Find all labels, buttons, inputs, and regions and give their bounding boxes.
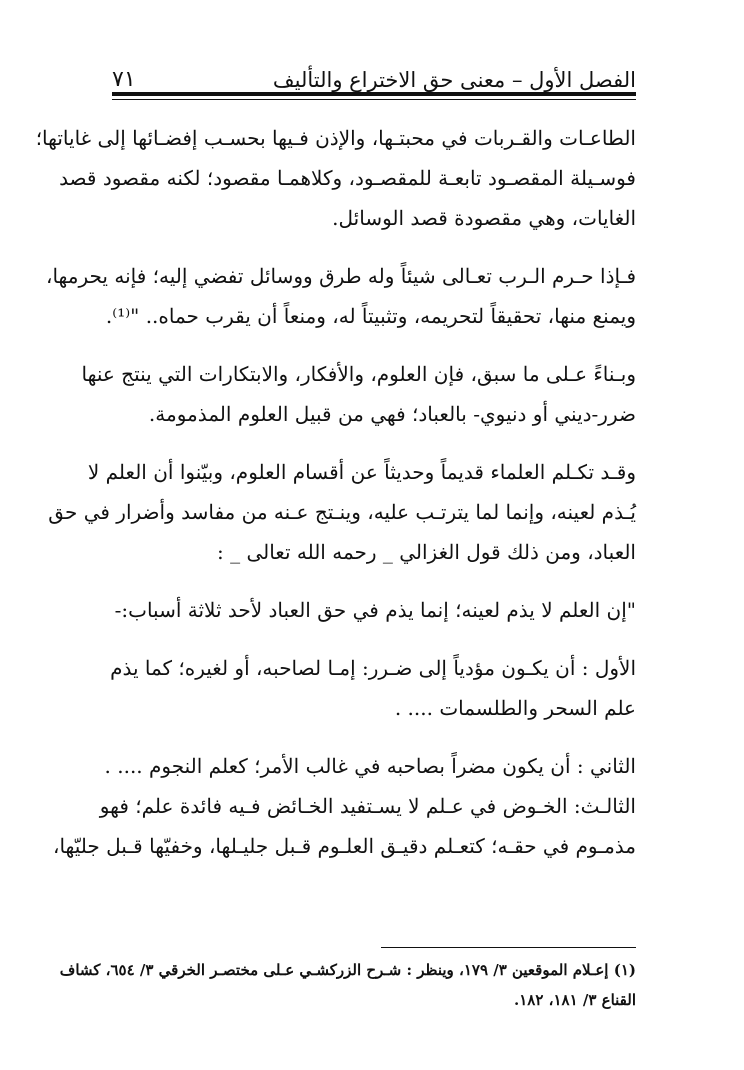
text-line: مذمـوم في حقـه؛ كتعـلم دقيـق العلـوم قـبل جليـلها، وخفيّها قـبل جليّها، bbox=[53, 834, 636, 858]
text-line: يُـذم لعينه، وإنما لما يترتـب عليه، وينـتج عـنه من مفاسد وأضرار في حق bbox=[48, 500, 636, 524]
paragraph-gap bbox=[112, 630, 636, 648]
body-text bbox=[35, 118, 636, 866]
text-line: الغايات، وهي مقصودة قصد الوسائل. bbox=[332, 206, 636, 230]
paragraph-gap bbox=[112, 728, 636, 746]
paragraph-gap bbox=[112, 434, 636, 452]
text-line: وبـناءً عـلى ما سبق، فإن العلوم، والأفكار، والابتكارات التي ينتج عنها bbox=[81, 362, 636, 386]
text-line: علم السحر والطلسمات .... . bbox=[394, 696, 636, 720]
footnote-separator bbox=[381, 947, 636, 948]
footnote-text: إعـلام الموقعين ٣/ ١٧٩، وينظر : شـرح الزركشـي عـلى مختصـر الخرقي ٣/ ٦٥٤، كشاف bbox=[59, 961, 609, 979]
chapter-title: الفصل الأول – معنى حق الاختراع والتأليف bbox=[272, 68, 636, 92]
list-item-first: الأول : أن يكـون مؤدياً إلى ضـرر: إمـا لصاحبه، أو لغيره؛ كما يذم bbox=[110, 656, 636, 680]
running-header bbox=[112, 58, 636, 92]
text-line: العباد، ومن ذلك قول الغزالي _ رحمه الله تعالى _ : bbox=[216, 540, 636, 564]
list-item-third: الثالـث: الخـوض في عـلم لا يسـتفيد الخـائض فـيه فائدة علم؛ فهو bbox=[99, 794, 636, 818]
paragraph-gap bbox=[112, 336, 636, 354]
header-rule-thick bbox=[112, 92, 636, 96]
text-line: فوسـيلة المقصـود تابعـة للمقصـود، وكلاهمـا مقصود؛ لكنه مقصود قصد bbox=[59, 166, 636, 190]
list-item-second: الثاني : أن يكون مضراً بصاحبه في غالب الأمر؛ كعلم النجوم .... . bbox=[104, 754, 636, 778]
quote-line: "إن العلم لا يذم لعينه؛ إنما يذم في حق العباد لأحد ثلاثة أسباب:- bbox=[114, 598, 636, 622]
footnote-line: القناع ٣/ ١٨١، ١٨٢. bbox=[513, 991, 636, 1009]
footnote bbox=[59, 955, 636, 1015]
header-rule-thin bbox=[112, 99, 636, 100]
text-line: فـإذا حـرم الـرب تعـالى شيئاً وله طرق ووسائل تفضي إليه؛ فإنه يحرمها، bbox=[46, 264, 636, 288]
text-line: وقـد تكـلم العلماء قديماً وحديثاً عن أقسام العلوم، وبيّنوا أن العلم لا bbox=[87, 460, 636, 484]
footnote-marker: (١) bbox=[613, 961, 636, 979]
paragraph-gap bbox=[112, 572, 636, 590]
text-line: ويمنع منها، تحقيقاً لتحريمه، وتثبيتاً له، ومنعاً أن يقرب حماه.. "⁽¹⁾. bbox=[105, 304, 636, 328]
footnote-line bbox=[59, 955, 636, 985]
text-line: ضرر-ديني أو دنيوي- بالعباد؛ فهي من قبيل العلوم المذمومة. bbox=[148, 402, 636, 426]
page-number: ٧١ bbox=[112, 67, 136, 92]
paragraph-gap bbox=[112, 238, 636, 256]
text-line: الطاعـات والقـربات في محبتـها، والإذن فـيها بحسـب إفضـائها إلى غاياتها؛ bbox=[35, 126, 636, 150]
